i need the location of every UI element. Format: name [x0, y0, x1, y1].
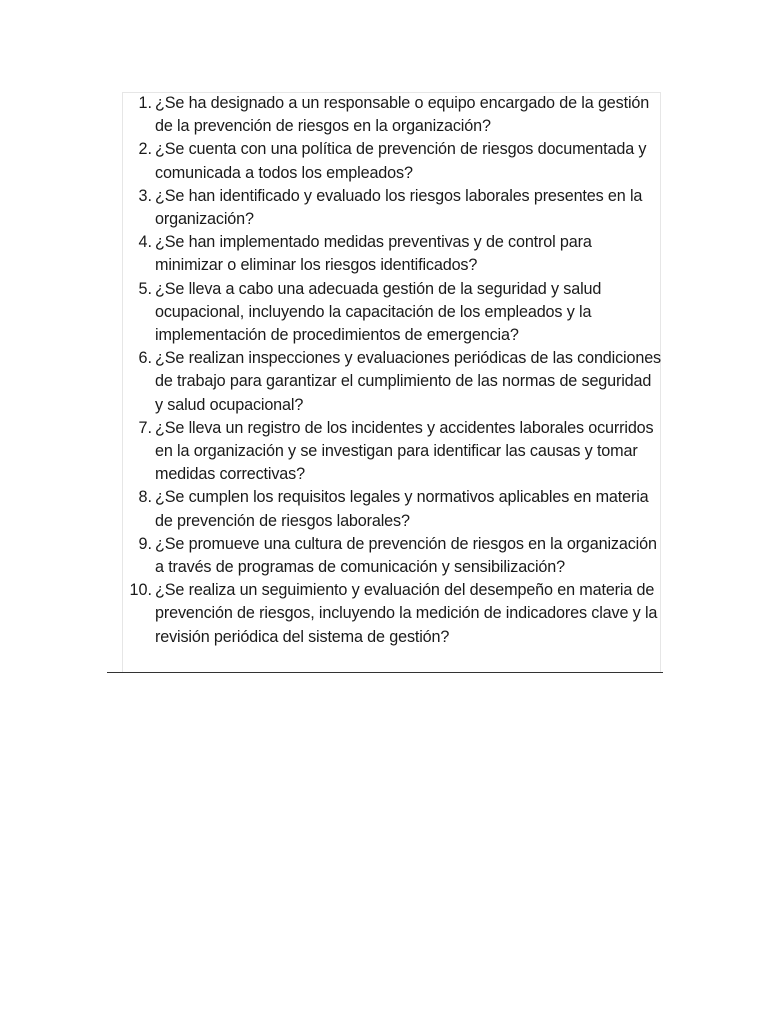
list-item: [122, 579, 662, 649]
list-item: [122, 278, 662, 348]
question-number: 6.: [138, 349, 152, 368]
list-item: [122, 417, 662, 487]
question-text: ¿Se cumplen los requisitos legales y normativos aplicables en materia de prevención de riesgos laborales?: [155, 488, 649, 530]
list-item: [122, 138, 662, 184]
question-number: 5.: [138, 279, 152, 298]
list-item: [122, 185, 662, 231]
table-bottom-border: [107, 672, 663, 673]
list-item: [122, 92, 662, 138]
question-text: ¿Se ha designado a un responsable o equipo encargado de la gestión de la prevención de riesgos en la organización?: [155, 94, 650, 136]
question-text: ¿Se han identificado y evaluado los riesgos laborales presentes en la organización?: [155, 186, 643, 229]
question-text: ¿Se realiza un seguimiento y evaluación del desempeño en materia de prevención de riesgos, incluyendo la medición de indicadores clave y la revisión periódica del sistema de gestión?: [155, 581, 658, 646]
question-number: 8.: [138, 488, 152, 507]
question-list: [122, 92, 662, 649]
question-number: 9.: [138, 534, 152, 553]
question-number: 4.: [138, 233, 152, 252]
question-number: 1.: [138, 94, 152, 112]
question-number: 7.: [138, 418, 152, 437]
question-text: ¿Se lleva a cabo una adecuada gestión de la seguridad y salud ocupacional, incluyendo la capacitación de los empleados y la implementación de procedimientos de emergencia?: [155, 279, 602, 345]
question-number: 10.: [129, 581, 152, 600]
question-text: ¿Se han implementado medidas preventivas y de control para minimizar o eliminar los riesgos identificados?: [155, 233, 592, 275]
question-text: ¿Se cuenta con una política de prevención de riesgos documentada y comunicada a todos los empleados?: [155, 140, 647, 182]
list-item: [122, 231, 662, 277]
list-item: [122, 347, 662, 417]
question-text: ¿Se realizan inspecciones y evaluaciones periódicas de las condiciones de trabajo para garantizar el cumplimiento de las normas de seguridad y salud ocupacional?: [155, 349, 661, 414]
question-number: 2.: [138, 140, 152, 159]
question-text: ¿Se lleva un registro de los incidentes y accidentes laborales ocurridos en la organización y se investigan para identificar las causas y tomar medidas correctivas?: [155, 418, 654, 484]
list-item: [122, 533, 662, 579]
question-text: ¿Se promueve una cultura de prevención de riesgos en la organización a través de programas de comunicación y sensibilización?: [155, 534, 657, 577]
list-item: [122, 486, 662, 532]
question-number: 3.: [138, 186, 152, 205]
